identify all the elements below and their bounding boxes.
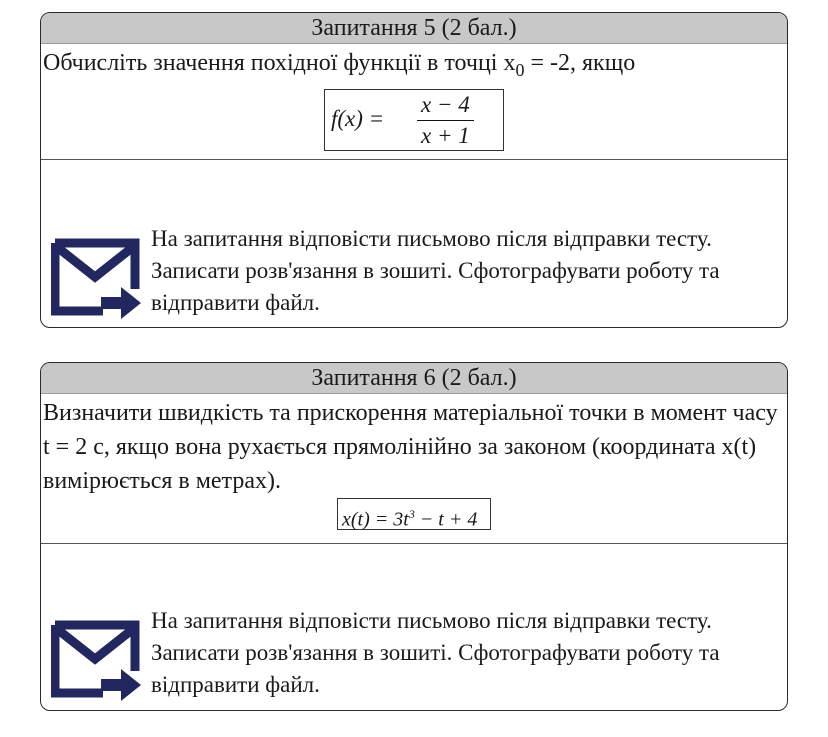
question-header: Запитання 6 (2 бал.): [41, 363, 787, 394]
formula-rhs: − t + 4: [414, 508, 478, 531]
question-card-5: [40, 12, 788, 328]
question-card-6: [40, 362, 788, 711]
envelope-send-icon: [51, 619, 143, 705]
formula-lhs: x(t) = 3t: [342, 508, 409, 531]
divider: [41, 159, 787, 160]
formula-image: [324, 89, 504, 151]
instruction-text: На запитання відповісти письмово після відправки тесту. Записати розв'язання в зошиті. Сфотографувати роботу та відправити файл.: [151, 608, 720, 697]
formula-exponent: 3: [408, 507, 415, 521]
question-text: Обчисліть значення похідної функції в точці $x_0 = -2$, якщо: [43, 50, 636, 80]
formula-lhs: f(x) =: [331, 105, 385, 131]
question-header: Запитання 5 (2 бал.): [41, 13, 787, 44]
envelope-send-icon: [51, 237, 143, 323]
formula-numerator: x − 4: [417, 92, 474, 121]
question-text: Визначити швидкість та прискорення матеріальної точки в момент часу t = 2 c, якщо вона рухається прямолінійно за законом (координата x(t) вимірюється в метрах).: [43, 400, 778, 494]
formula-denominator: x + 1: [421, 122, 470, 148]
formula-image: [337, 498, 491, 530]
formula-fraction: [417, 92, 474, 149]
divider: [41, 543, 787, 544]
instruction-text: На запитання відповісти письмово після відправки тесту. Записати розв'язання в зошиті. Сфотографувати роботу та відправити файл.: [151, 226, 720, 315]
